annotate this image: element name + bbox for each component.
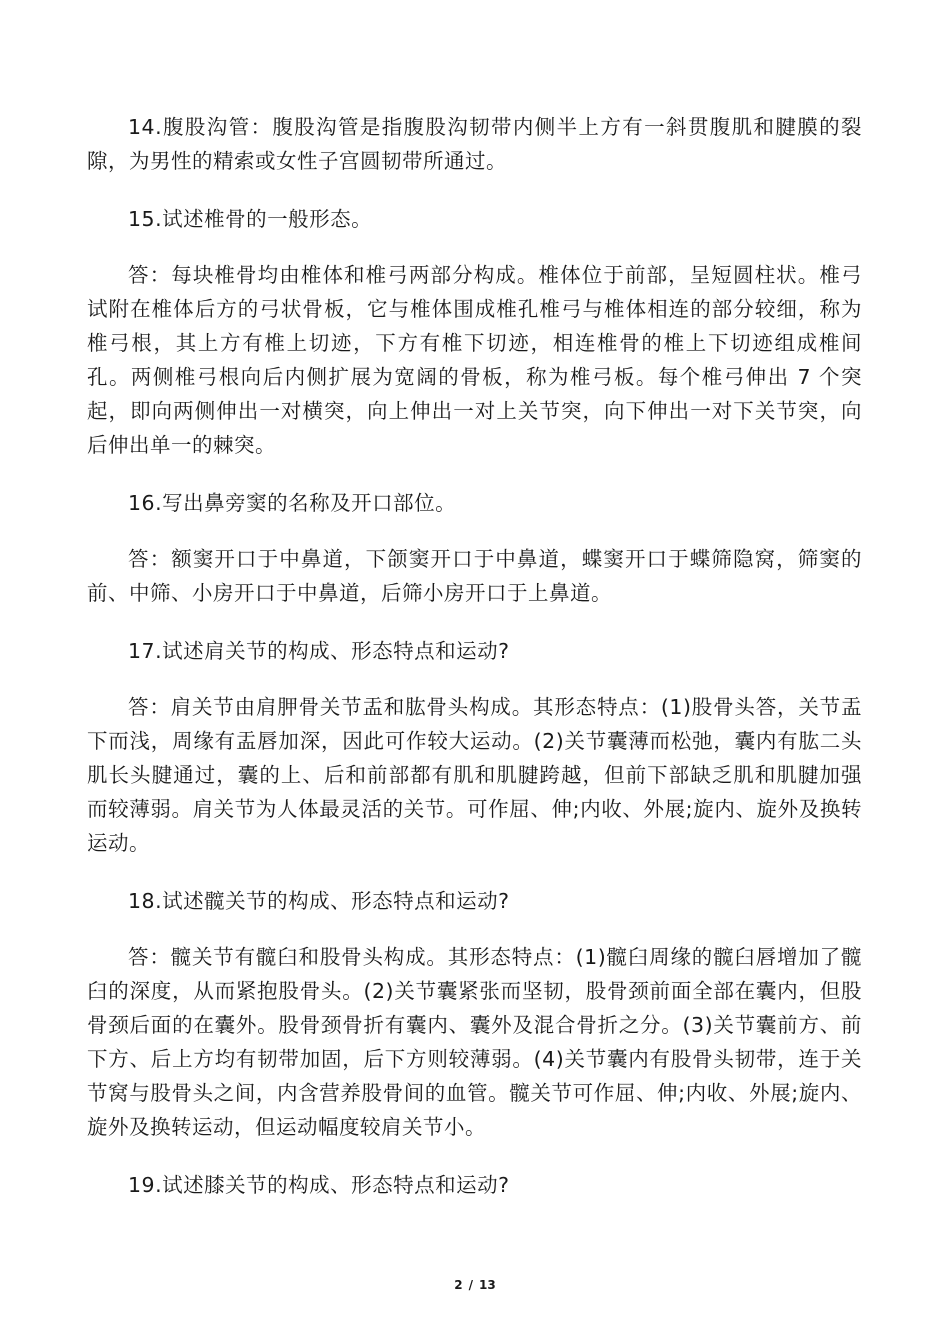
answer-15: 答：每块椎骨均由椎体和椎弓两部分构成。椎体位于前部，呈短圆柱状。椎弓试附在椎体后方的弓状骨板，它与椎体围成椎孔椎弓与椎体相连的部分较细，称为椎弓根，其上方有椎上切迹，下方有椎下切迹，相连椎骨的椎上下切迹组成椎间孔。两侧椎弓根向后内侧扩展为宽阔的骨板，称为椎弓板。每个椎弓伸出 7 个突起，即向两侧伸出一对横突，向上伸出一对上关节突，向下伸出一对下关节突，向后伸出单一的棘突。: [87, 263, 862, 457]
question-15: 15.试述椎骨的一般形态。: [128, 207, 373, 231]
total-page-count: 13: [479, 1278, 496, 1292]
document-body: [87, 110, 862, 1224]
paragraph-term-14: 14.腹股沟管：腹股沟管是指腹股沟韧带内侧半上方有一斜贯腹肌和腱膜的裂隙，为男性的精索或女性子宫圆韧带所通过。: [87, 115, 862, 173]
question-17: 17.试述肩关节的构成、形态特点和运动?: [128, 639, 510, 663]
question-18: 18.试述髋关节的构成、形态特点和运动?: [128, 889, 510, 913]
question-19: 19.试述膝关节的构成、形态特点和运动?: [128, 1173, 510, 1197]
answer-18: 答：髋关节有髋臼和股骨头构成。其形态特点：(1)髋臼周缘的髋臼唇增加了髋臼的深度，从而紧抱股骨头。(2)关节囊紧张而坚韧，股骨颈前面全部在囊内，但股骨颈后面的在囊外。股骨颈骨折有囊内、囊外及混合骨折之分。(3)关节囊前方、前下方、后上方均有韧带加固，后下方则较薄弱。(4)关节囊内有股骨头韧带，连于关节窝与股骨头之间，内含营养股骨间的血管。髋关节可作屈、伸;内收、外展;旋内、旋外及换转运动，但运动幅度较肩关节小。: [87, 945, 862, 1139]
question-16: 16.写出鼻旁窦的名称及开口部位。: [128, 491, 457, 515]
current-page-number: 2: [454, 1278, 463, 1292]
answer-17: 答：肩关节由肩胛骨关节盂和肱骨头构成。其形态特点：(1)股骨头答，关节盂下而浅，周缘有盂唇加深，因此可作较大运动。(2)关节囊薄而松弛，囊内有肱二头肌长头腱通过，囊的上、后和前部都有肌和肌腱跨越，但前下部缺乏肌和肌腱加强而较薄弱。肩关节为人体最灵活的关节。可作屈、伸;内收、外展;旋内、旋外及换转运动。: [87, 695, 862, 855]
answer-16: 答：额窦开口于中鼻道，下颌窦开口于中鼻道，蝶窦开口于蝶筛隐窝，筛窦的前、中筛、小房开口于中鼻道，后筛小房开口于上鼻道。: [87, 547, 862, 605]
page-separator: /: [468, 1278, 474, 1292]
page-number-footer: [0, 1278, 950, 1292]
